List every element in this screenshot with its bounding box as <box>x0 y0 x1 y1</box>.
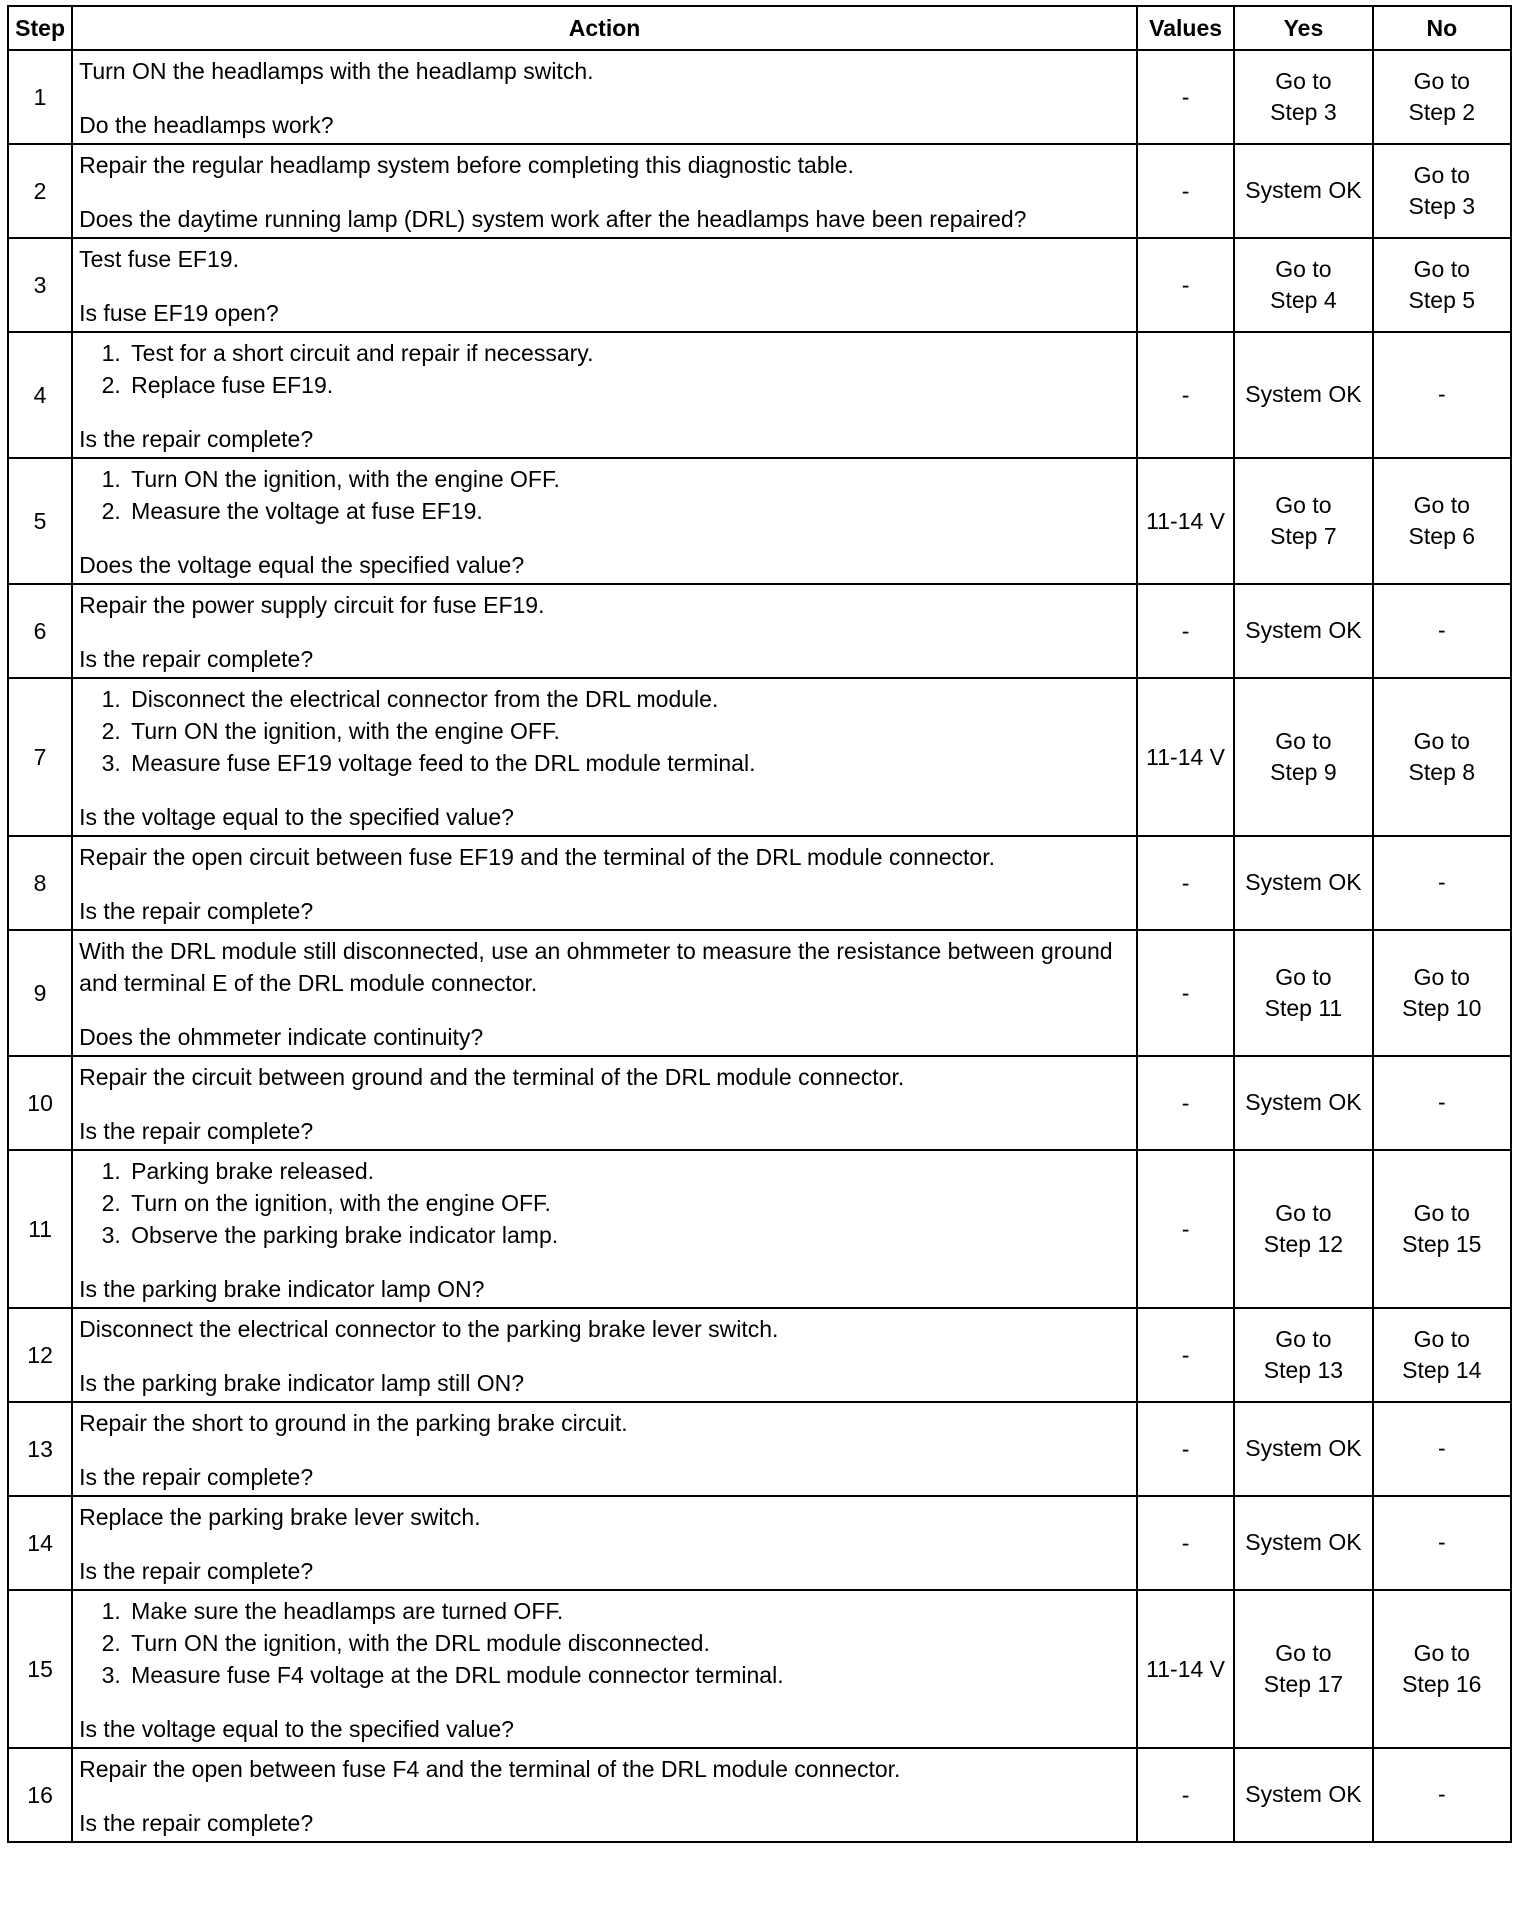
no-cell: Go to Step 6 <box>1373 458 1511 584</box>
no-cell: - <box>1373 1496 1511 1590</box>
yes-cell: Go to Step 17 <box>1234 1590 1372 1748</box>
table-row <box>8 1056 1511 1150</box>
action-question: Is the parking brake indicator lamp ON? <box>79 1276 485 1302</box>
action-substep: 3. Measure fuse EF19 voltage feed to the DRL module terminal. <box>127 747 1130 779</box>
action-question: Is the repair complete? <box>79 646 314 672</box>
action-cell <box>72 1496 1137 1590</box>
table-row <box>8 1748 1511 1842</box>
action-question: Does the voltage equal the specified value? <box>79 552 525 578</box>
no-cell: Go to Step 2 <box>1373 50 1511 144</box>
header-yes: Yes <box>1234 6 1372 50</box>
action-instruction: Repair the open circuit between fuse EF19 and the terminal of the DRL module connector. <box>79 844 996 870</box>
step-number: 5 <box>8 458 72 584</box>
step-number: 1 <box>8 50 72 144</box>
header-row <box>8 6 1511 50</box>
no-cell: Go to Step 16 <box>1373 1590 1511 1748</box>
table-row <box>8 1150 1511 1308</box>
value-cell: - <box>1137 332 1234 458</box>
header-action: Action <box>72 6 1137 50</box>
step-number: 10 <box>8 1056 72 1150</box>
action-substeps <box>79 1595 1130 1691</box>
action-cell <box>72 1590 1137 1748</box>
yes-cell: System OK <box>1234 1496 1372 1590</box>
table-body <box>8 50 1511 1842</box>
table-row <box>8 144 1511 238</box>
action-question: Is the voltage equal to the specified value? <box>79 804 514 830</box>
table-row <box>8 1402 1511 1496</box>
value-cell: - <box>1137 930 1234 1056</box>
action-substep: 2. Turn ON the ignition, with the DRL module disconnected. <box>127 1627 1130 1659</box>
value-cell: - <box>1137 238 1234 332</box>
step-number: 6 <box>8 584 72 678</box>
action-substep: 1. Parking brake released. <box>127 1155 1130 1187</box>
step-number: 13 <box>8 1402 72 1496</box>
header-step: Step <box>8 6 72 50</box>
table-row <box>8 332 1511 458</box>
no-cell: Go to Step 3 <box>1373 144 1511 238</box>
table-row <box>8 930 1511 1056</box>
action-cell <box>72 584 1137 678</box>
diagnostic-table <box>7 5 1512 1843</box>
action-cell <box>72 332 1137 458</box>
no-cell: Go to Step 15 <box>1373 1150 1511 1308</box>
yes-cell: Go to Step 12 <box>1234 1150 1372 1308</box>
yes-cell: System OK <box>1234 836 1372 930</box>
no-cell: Go to Step 8 <box>1373 678 1511 836</box>
action-cell <box>72 1402 1137 1496</box>
value-cell: 11-14 V <box>1137 1590 1234 1748</box>
action-instruction: With the DRL module still disconnected, use an ohmmeter to measure the resistance between ground and terminal E of the DRL module connector. <box>79 938 1113 996</box>
action-cell <box>72 1748 1137 1842</box>
no-cell: - <box>1373 584 1511 678</box>
table-row <box>8 50 1511 144</box>
yes-cell: Go to Step 11 <box>1234 930 1372 1056</box>
action-instruction: Disconnect the electrical connector to the parking brake lever switch. <box>79 1316 779 1342</box>
table-row <box>8 836 1511 930</box>
action-substep: 3. Observe the parking brake indicator lamp. <box>127 1219 1130 1251</box>
table-row <box>8 1590 1511 1748</box>
action-substep: 1. Make sure the headlamps are turned OFF. <box>127 1595 1130 1627</box>
step-number: 9 <box>8 930 72 1056</box>
action-substep: 2. Turn on the ignition, with the engine OFF. <box>127 1187 1130 1219</box>
action-substep: 2. Measure the voltage at fuse EF19. <box>127 495 1130 527</box>
yes-cell: System OK <box>1234 144 1372 238</box>
action-substep: 1. Test for a short circuit and repair if necessary. <box>127 337 1130 369</box>
action-instruction: Repair the open between fuse F4 and the terminal of the DRL module connector. <box>79 1756 901 1782</box>
yes-cell: System OK <box>1234 332 1372 458</box>
step-number: 15 <box>8 1590 72 1748</box>
value-cell: - <box>1137 1748 1234 1842</box>
action-instruction: Repair the short to ground in the parking brake circuit. <box>79 1410 628 1436</box>
action-question: Is fuse EF19 open? <box>79 300 279 326</box>
action-cell <box>72 1308 1137 1402</box>
table-row <box>8 458 1511 584</box>
action-question: Is the voltage equal to the specified value? <box>79 1716 514 1742</box>
no-cell: - <box>1373 1056 1511 1150</box>
step-number: 8 <box>8 836 72 930</box>
no-cell: - <box>1373 836 1511 930</box>
action-cell <box>72 1150 1137 1308</box>
step-number: 16 <box>8 1748 72 1842</box>
action-substep: 3. Measure fuse F4 voltage at the DRL module connector terminal. <box>127 1659 1130 1691</box>
action-substep: 2. Turn ON the ignition, with the engine OFF. <box>127 715 1130 747</box>
action-cell <box>72 678 1137 836</box>
no-cell: - <box>1373 332 1511 458</box>
value-cell: - <box>1137 584 1234 678</box>
step-number: 12 <box>8 1308 72 1402</box>
action-question: Is the repair complete? <box>79 426 314 452</box>
action-question: Is the repair complete? <box>79 1464 314 1490</box>
action-question: Is the repair complete? <box>79 898 314 924</box>
action-cell <box>72 144 1137 238</box>
action-substeps <box>79 683 1130 779</box>
no-cell: - <box>1373 1402 1511 1496</box>
yes-cell: System OK <box>1234 1402 1372 1496</box>
header-values: Values <box>1137 6 1234 50</box>
action-cell <box>72 50 1137 144</box>
yes-cell: Go to Step 13 <box>1234 1308 1372 1402</box>
table-row <box>8 238 1511 332</box>
action-question: Do the headlamps work? <box>79 112 334 138</box>
table-row <box>8 1308 1511 1402</box>
step-number: 3 <box>8 238 72 332</box>
action-question: Is the repair complete? <box>79 1810 314 1836</box>
action-instruction: Turn ON the headlamps with the headlamp switch. <box>79 58 594 84</box>
step-number: 14 <box>8 1496 72 1590</box>
action-instruction: Repair the circuit between ground and the terminal of the DRL module connector. <box>79 1064 905 1090</box>
value-cell: - <box>1137 144 1234 238</box>
yes-cell: System OK <box>1234 1056 1372 1150</box>
value-cell: - <box>1137 1496 1234 1590</box>
header-no: No <box>1373 6 1511 50</box>
table-row <box>8 584 1511 678</box>
action-substep: 1. Turn ON the ignition, with the engine OFF. <box>127 463 1130 495</box>
step-number: 11 <box>8 1150 72 1308</box>
action-question: Does the ohmmeter indicate continuity? <box>79 1024 484 1050</box>
action-question: Is the parking brake indicator lamp still ON? <box>79 1370 525 1396</box>
yes-cell: System OK <box>1234 584 1372 678</box>
value-cell: - <box>1137 1402 1234 1496</box>
value-cell: 11-14 V <box>1137 678 1234 836</box>
no-cell: Go to Step 5 <box>1373 238 1511 332</box>
value-cell: - <box>1137 1308 1234 1402</box>
yes-cell: Go to Step 4 <box>1234 238 1372 332</box>
table-row <box>8 1496 1511 1590</box>
diagnostic-table-container <box>7 5 1512 1843</box>
action-question: Does the daytime running lamp (DRL) system work after the headlamps have been repaired? <box>79 206 1027 232</box>
action-instruction: Test fuse EF19. <box>79 246 239 272</box>
action-question: Is the repair complete? <box>79 1118 314 1144</box>
action-instruction: Repair the power supply circuit for fuse EF19. <box>79 592 545 618</box>
action-cell <box>72 458 1137 584</box>
action-cell <box>72 930 1137 1056</box>
no-cell: Go to Step 14 <box>1373 1308 1511 1402</box>
action-cell <box>72 238 1137 332</box>
no-cell: - <box>1373 1748 1511 1842</box>
yes-cell: Go to Step 9 <box>1234 678 1372 836</box>
yes-cell: Go to Step 7 <box>1234 458 1372 584</box>
value-cell: - <box>1137 1150 1234 1308</box>
step-number: 4 <box>8 332 72 458</box>
yes-cell: System OK <box>1234 1748 1372 1842</box>
action-instruction: Repair the regular headlamp system before completing this diagnostic table. <box>79 152 854 178</box>
value-cell: - <box>1137 836 1234 930</box>
no-cell: Go to Step 10 <box>1373 930 1511 1056</box>
step-number: 2 <box>8 144 72 238</box>
action-instruction: Replace the parking brake lever switch. <box>79 1504 481 1530</box>
action-question: Is the repair complete? <box>79 1558 314 1584</box>
action-substeps <box>79 337 1130 401</box>
action-substeps <box>79 1155 1130 1251</box>
value-cell: 11-14 V <box>1137 458 1234 584</box>
yes-cell: Go to Step 3 <box>1234 50 1372 144</box>
action-substep: 1. Disconnect the electrical connector from the DRL module. <box>127 683 1130 715</box>
value-cell: - <box>1137 1056 1234 1150</box>
action-cell <box>72 836 1137 930</box>
action-substeps <box>79 463 1130 527</box>
action-substep: 2. Replace fuse EF19. <box>127 369 1130 401</box>
action-cell <box>72 1056 1137 1150</box>
table-row <box>8 678 1511 836</box>
step-number: 7 <box>8 678 72 836</box>
value-cell: - <box>1137 50 1234 144</box>
